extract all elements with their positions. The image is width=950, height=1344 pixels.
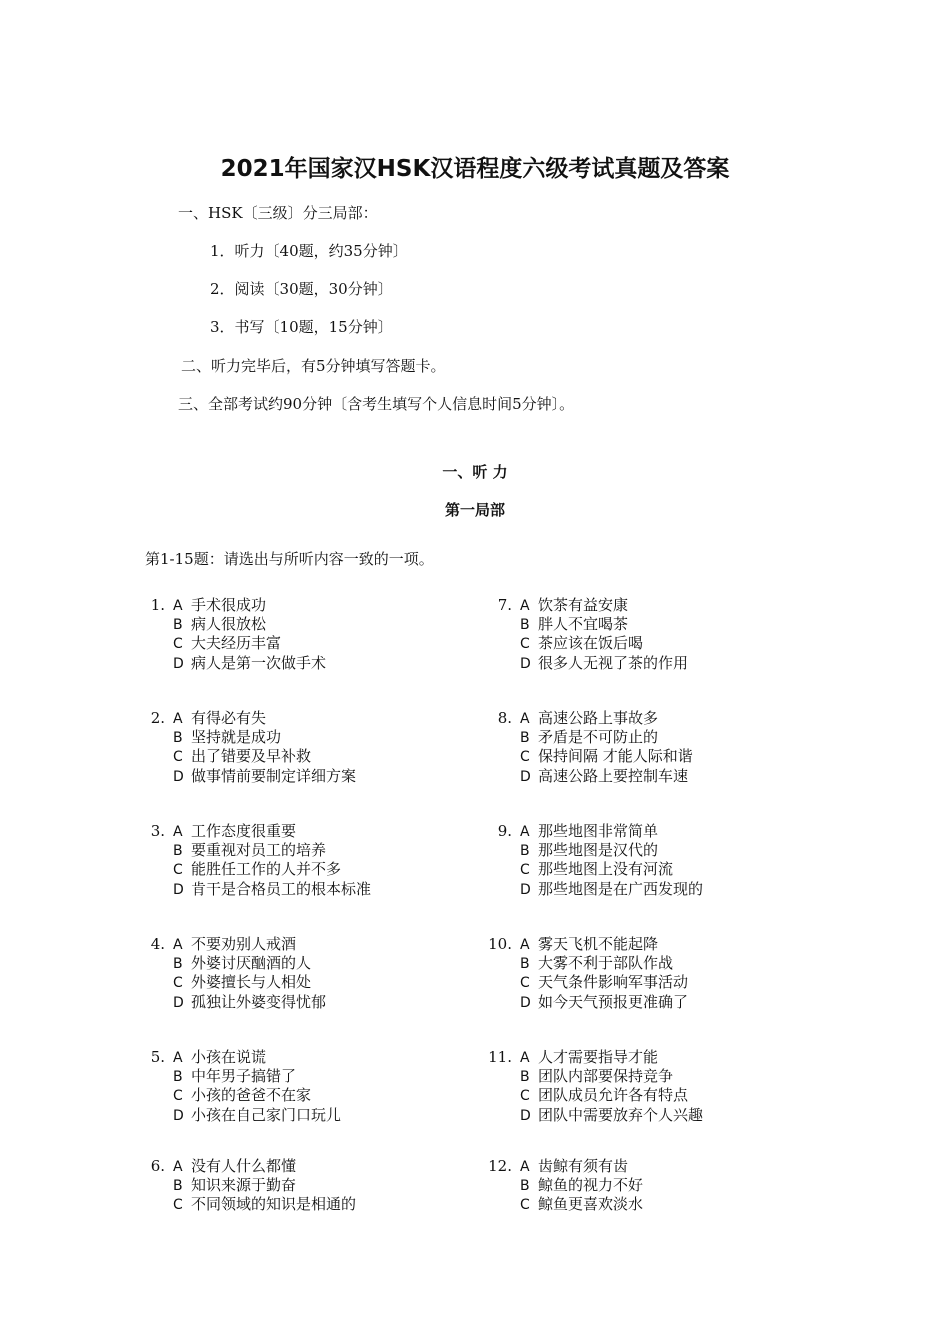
option-letter: C <box>520 636 530 653</box>
option-text: 高速公路上要控制车速 <box>538 766 689 785</box>
question-2 <box>135 709 356 786</box>
question-number: 12. <box>488 1157 512 1175</box>
question-number: 6. <box>150 1157 165 1175</box>
option-text: 鲸鱼更喜欢淡水 <box>538 1195 644 1214</box>
option-text: 能胜任工作的人并不多 <box>191 860 342 879</box>
option-text: 外婆讨厌酗酒的人 <box>191 954 312 973</box>
answer-option <box>482 1086 703 1105</box>
option-letter: D <box>173 655 184 672</box>
question-1 <box>135 596 326 673</box>
option-text: 天气条件影响军事活动 <box>538 973 689 992</box>
option-text: 不同领域的知识是相通的 <box>191 1195 357 1214</box>
option-text: 大夫经历丰富 <box>191 634 282 653</box>
answer-option <box>482 1157 643 1176</box>
option-letter: A <box>520 1050 530 1066</box>
option-letter: A <box>173 1050 183 1066</box>
option-text: 中年男子搞错了 <box>191 1067 297 1086</box>
answer-option <box>135 1086 341 1105</box>
option-letter: C <box>173 749 183 766</box>
option-text: 鲸鱼的视力不好 <box>538 1176 644 1195</box>
option-letter: B <box>173 730 183 747</box>
option-text: 团队中需要放弃个人兴趣 <box>538 1105 704 1124</box>
option-letter: A <box>173 1159 183 1175</box>
answer-option <box>135 822 371 841</box>
answer-option <box>135 993 326 1012</box>
option-letter: D <box>520 768 531 785</box>
option-letter: A <box>173 937 183 953</box>
intro-line-2: 1．听力〔40题，约35分钟〕 <box>210 242 408 260</box>
option-letter: D <box>520 881 531 898</box>
option-letter: B <box>520 843 530 860</box>
answer-option <box>482 954 688 973</box>
answer-option <box>482 993 688 1012</box>
question-4 <box>135 935 326 1012</box>
question-6 <box>135 1157 356 1215</box>
document-title: 2021年国家汉HSK汉语程度六级考试真题及答案 <box>220 156 730 182</box>
answer-option <box>482 973 688 992</box>
option-text: 小孩的爸爸不在家 <box>191 1086 312 1105</box>
option-letter: C <box>520 1197 530 1214</box>
option-text: 人才需要指导才能 <box>538 1048 659 1066</box>
option-text: 团队内部要保持竞争 <box>538 1067 674 1086</box>
option-text: 茶应该在饭后喝 <box>538 634 644 653</box>
option-text: 那些地图非常简单 <box>538 822 659 840</box>
option-letter: C <box>173 862 183 879</box>
answer-option <box>482 654 688 673</box>
option-text: 矛盾是不可防止的 <box>538 728 659 747</box>
option-letter: A <box>520 824 530 840</box>
answer-option <box>135 1176 356 1195</box>
option-letter: C <box>173 1088 183 1105</box>
option-text: 不要劝别人戒酒 <box>191 935 297 953</box>
question-number: 8. <box>497 709 512 727</box>
option-letter: A <box>520 937 530 953</box>
answer-option <box>135 954 326 973</box>
answer-option <box>482 634 688 653</box>
option-letter: A <box>173 598 183 614</box>
answer-option <box>482 860 703 879</box>
option-letter: C <box>520 1088 530 1105</box>
option-text: 如今天气预报更准确了 <box>538 992 689 1011</box>
question-8 <box>482 709 693 786</box>
answer-option <box>482 728 693 747</box>
option-letter: C <box>520 749 530 766</box>
option-text: 有得必有失 <box>191 709 267 727</box>
option-letter: C <box>173 1197 183 1214</box>
part-heading: 第一局部 <box>444 501 505 519</box>
option-text: 坚持就是成功 <box>191 728 282 747</box>
option-text: 肯干是合格员工的根本标准 <box>191 879 372 898</box>
question-number: 10. <box>488 935 512 953</box>
question-number: 1. <box>150 596 165 614</box>
option-letter: A <box>520 598 530 614</box>
option-letter: B <box>520 617 530 634</box>
option-letter: D <box>173 768 184 785</box>
option-text: 手术很成功 <box>191 596 267 614</box>
answer-option <box>135 634 326 653</box>
option-letter: B <box>173 1178 183 1195</box>
option-letter: B <box>520 956 530 973</box>
answer-option <box>482 1176 643 1195</box>
instruction: 第1-15题：请选出与所听内容一致的一项。 <box>145 550 434 568</box>
option-letter: A <box>520 1159 530 1175</box>
answer-option <box>135 1067 341 1086</box>
answer-option <box>482 1195 643 1214</box>
option-text: 保持间隔 才能人际和谐 <box>538 747 693 766</box>
answer-option <box>135 728 356 747</box>
answer-option <box>135 860 371 879</box>
option-text: 出了错要及早补救 <box>191 747 312 766</box>
option-letter: A <box>173 824 183 840</box>
answer-option <box>135 615 326 634</box>
option-text: 雾天飞机不能起降 <box>538 935 659 953</box>
answer-option <box>482 709 693 728</box>
answer-option <box>482 841 703 860</box>
answer-option <box>135 973 326 992</box>
option-text: 饮茶有益安康 <box>538 596 629 614</box>
option-text: 高速公路上事故多 <box>538 709 659 727</box>
answer-option <box>482 615 688 634</box>
intro-line-3: 2．阅读〔30题，30分钟〕 <box>210 280 393 298</box>
question-3 <box>135 822 371 899</box>
option-letter: D <box>520 1107 531 1124</box>
question-5 <box>135 1048 341 1125</box>
option-letter: B <box>520 1178 530 1195</box>
answer-option <box>135 1195 356 1214</box>
question-number: 7. <box>497 596 512 614</box>
option-letter: B <box>520 1069 530 1086</box>
option-text: 很多人无视了茶的作用 <box>538 653 689 672</box>
intro-line-4: 3．书写〔10题，15分钟〕 <box>210 318 393 336</box>
answer-option <box>482 1106 703 1125</box>
answer-option <box>482 767 693 786</box>
question-number: 9. <box>497 822 512 840</box>
question-11 <box>482 1048 703 1125</box>
answer-option <box>135 935 326 954</box>
answer-option <box>482 747 693 766</box>
option-letter: A <box>173 711 183 727</box>
option-letter: C <box>173 636 183 653</box>
option-letter: A <box>520 711 530 727</box>
answer-option <box>135 1157 356 1176</box>
answer-option <box>482 1048 703 1067</box>
option-letter: C <box>173 975 183 992</box>
answer-option <box>135 880 371 899</box>
answer-option <box>135 1106 341 1125</box>
option-text: 那些地图是在广西发现的 <box>538 879 704 898</box>
option-text: 要重视对员工的培养 <box>191 841 327 860</box>
option-letter: B <box>173 617 183 634</box>
intro-line-5: 二、听力完毕后，有5分钟填写答题卡。 <box>181 357 446 375</box>
option-text: 大雾不利于部队作战 <box>538 954 674 973</box>
option-letter: D <box>520 655 531 672</box>
question-number: 11. <box>488 1048 512 1066</box>
option-letter: D <box>173 1107 184 1124</box>
option-letter: B <box>173 1069 183 1086</box>
option-text: 那些地图上没有河流 <box>538 860 674 879</box>
answer-option <box>135 747 356 766</box>
option-text: 胖人不宜喝茶 <box>538 615 629 634</box>
question-number: 3. <box>150 822 165 840</box>
intro-line-6: 三、全部考试约90分钟〔含考生填写个人信息时间5分钟〕。 <box>178 395 575 413</box>
question-10 <box>482 935 688 1012</box>
option-text: 那些地图是汉代的 <box>538 841 659 860</box>
option-letter: C <box>520 862 530 879</box>
option-letter: B <box>173 956 183 973</box>
option-text: 病人很放松 <box>191 615 267 634</box>
answer-option <box>135 841 371 860</box>
option-text: 小孩在说谎 <box>191 1048 267 1066</box>
answer-option <box>482 1067 703 1086</box>
question-7 <box>482 596 688 673</box>
answer-option <box>135 654 326 673</box>
option-letter: D <box>173 994 184 1011</box>
question-number: 5. <box>150 1048 165 1066</box>
answer-option <box>482 935 688 954</box>
option-text: 齿鲸有须有齿 <box>538 1157 629 1175</box>
option-letter: B <box>173 843 183 860</box>
answer-option <box>135 709 356 728</box>
answer-option <box>482 596 688 615</box>
option-letter: C <box>520 975 530 992</box>
option-text: 团队成员允许各有特点 <box>538 1086 689 1105</box>
answer-option <box>135 596 326 615</box>
question-9 <box>482 822 703 899</box>
question-number: 4. <box>150 935 165 953</box>
answer-option <box>135 1048 341 1067</box>
section-heading: 一、听 力 <box>442 463 508 481</box>
option-letter: D <box>520 994 531 1011</box>
answer-option <box>482 880 703 899</box>
option-text: 病人是第一次做手术 <box>191 653 327 672</box>
option-text: 外婆擅长与人相处 <box>191 973 312 992</box>
question-number: 2. <box>150 709 165 727</box>
option-text: 知识来源于勤奋 <box>191 1176 297 1195</box>
intro-line-1: 一、HSK〔三级〕分三局部： <box>178 204 378 222</box>
option-text: 工作态度很重要 <box>191 822 297 840</box>
option-text: 做事情前要制定详细方案 <box>191 766 357 785</box>
option-text: 孤独让外婆变得忧郁 <box>191 992 327 1011</box>
answer-option <box>135 767 356 786</box>
option-letter: B <box>520 730 530 747</box>
option-text: 没有人什么都懂 <box>191 1157 297 1175</box>
option-letter: D <box>173 881 184 898</box>
question-12 <box>482 1157 643 1215</box>
answer-option <box>482 822 703 841</box>
option-text: 小孩在自己家门口玩儿 <box>191 1105 342 1124</box>
